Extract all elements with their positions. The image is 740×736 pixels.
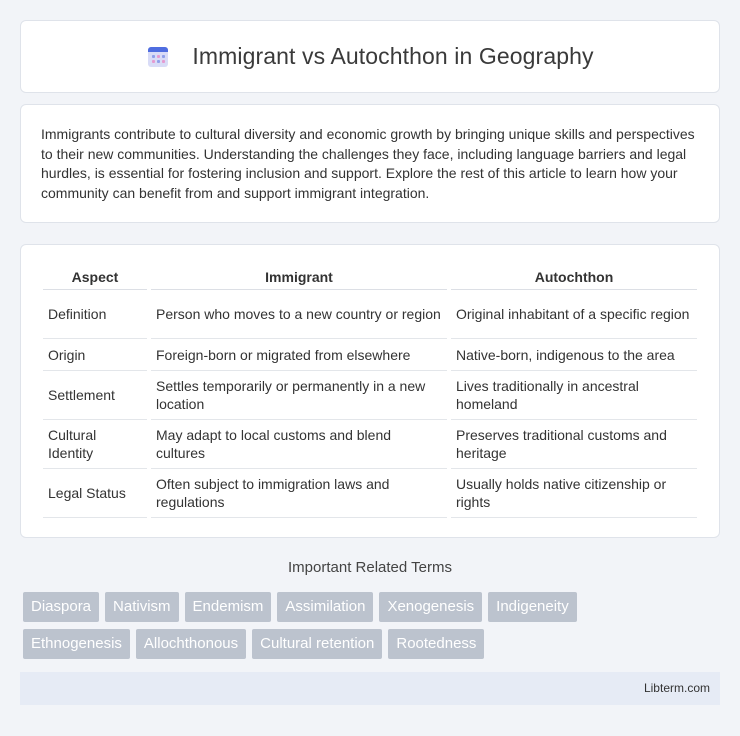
term-tag-cultural-retention[interactable]: Cultural retention: [252, 629, 382, 659]
page-title: Immigrant vs Autochthon in Geography: [192, 43, 594, 69]
table-cell: Native-born, indigenous to the area: [451, 339, 697, 371]
term-tag-allochthonous[interactable]: Allochthonous: [136, 629, 246, 659]
related-terms-list: [23, 592, 723, 666]
intro-paragraph: Immigrants contribute to cultural diversity and economic growth by bringing unique skills and perspectives to their new communities. Understanding the challenges they face, including language barriers and legal hurdles, is essential for fostering inclusion and support. Explore the rest of this article to learn how your community can benefit from and support immigrant integration.: [41, 126, 695, 201]
header-card: [20, 20, 720, 93]
table-cell: Origin: [43, 339, 147, 371]
table-row: [43, 339, 697, 371]
table-cell: Usually holds native citizenship or rights: [451, 469, 697, 518]
table-cell: Lives traditionally in ancestral homeland: [451, 371, 697, 420]
table-cell: May adapt to local customs and blend cultures: [151, 420, 447, 469]
table-cell: Original inhabitant of a specific region: [451, 290, 697, 339]
table-cell: Preserves traditional customs and heritage: [451, 420, 697, 469]
term-tag-indigeneity[interactable]: Indigeneity: [488, 592, 577, 622]
comparison-table-card: [20, 244, 720, 538]
footer: [20, 672, 720, 705]
term-tag-endemism[interactable]: Endemism: [185, 592, 272, 622]
table-row: [43, 420, 697, 469]
table-cell: Definition: [43, 290, 147, 339]
related-terms-title: Important Related Terms: [288, 559, 452, 576]
intro-card: [20, 104, 720, 223]
term-tag-assimilation[interactable]: Assimilation: [277, 592, 373, 622]
table-row: [43, 469, 697, 518]
calendar-icon: [146, 45, 170, 69]
comparison-table: [39, 265, 701, 518]
column-header-autochthon: Autochthon: [451, 265, 697, 290]
table-cell: Settlement: [43, 371, 147, 420]
term-tag-rootedness[interactable]: Rootedness: [388, 629, 484, 659]
table-cell: Person who moves to a new country or region: [151, 290, 447, 339]
term-tag-ethnogenesis[interactable]: Ethnogenesis: [23, 629, 130, 659]
term-tag-nativism[interactable]: Nativism: [105, 592, 179, 622]
column-header-immigrant: Immigrant: [151, 265, 447, 290]
table-header-row: [43, 265, 697, 290]
footer-site-link[interactable]: Libterm.com: [643, 681, 710, 695]
table-row: [43, 290, 697, 339]
term-tag-diaspora[interactable]: Diaspora: [23, 592, 99, 622]
column-header-aspect: Aspect: [43, 265, 147, 290]
term-tag-xenogenesis[interactable]: Xenogenesis: [379, 592, 482, 622]
table-row: [43, 371, 697, 420]
table-cell: Foreign-born or migrated from elsewhere: [151, 339, 447, 371]
table-cell: Often subject to immigration laws and regulations: [151, 469, 447, 518]
table-cell: Legal Status: [43, 469, 147, 518]
table-cell: Cultural Identity: [43, 420, 147, 469]
table-cell: Settles temporarily or permanently in a new location: [151, 371, 447, 420]
